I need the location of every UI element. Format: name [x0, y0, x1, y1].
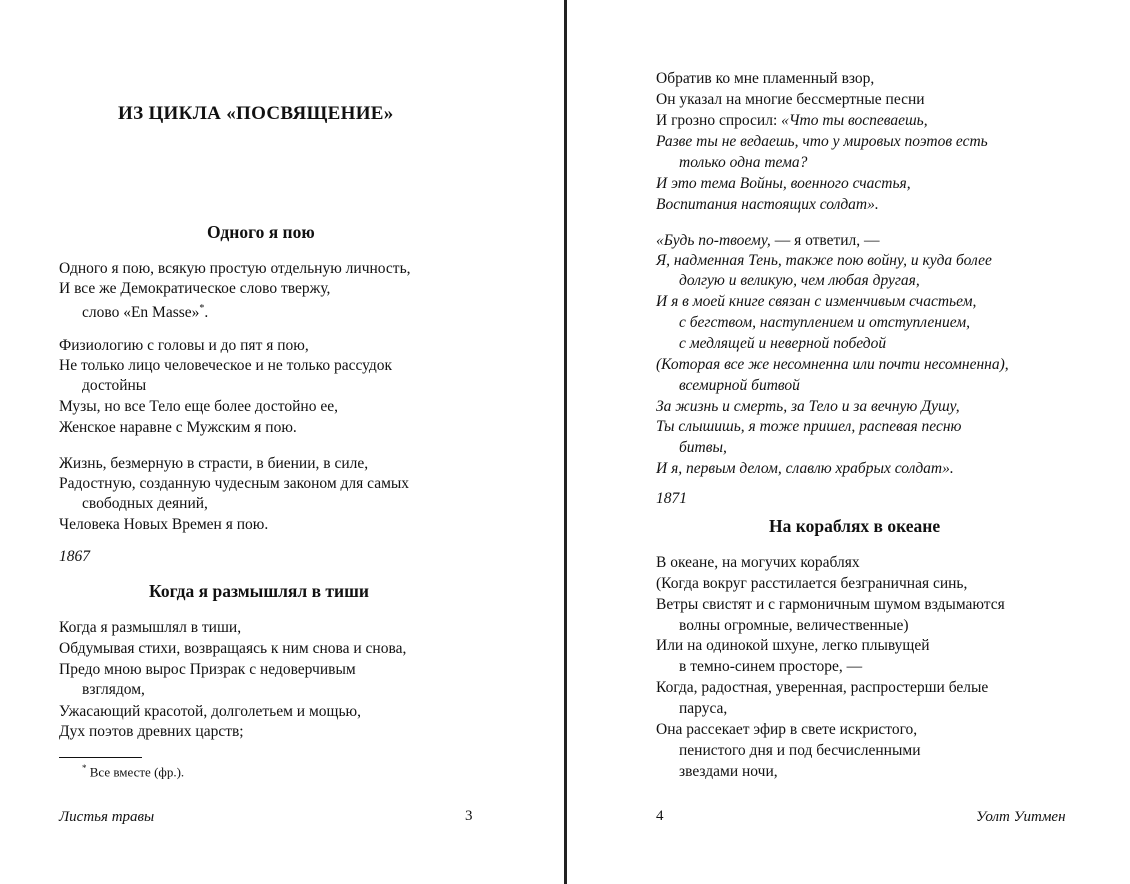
page-number: 4: [656, 808, 664, 824]
poem2-year: 1871: [656, 490, 687, 507]
poem2-line: И я, первым делом, славлю храбрых солдат».: [656, 460, 954, 477]
line-part-italic: «Будь по-твоему,: [656, 232, 775, 249]
footnote-text: Все вместе (фр.).: [89, 764, 185, 780]
left-page: [0, 0, 564, 884]
poem2-line: Обдумывая стихи, возвращаясь к ним снова и снова,: [59, 640, 407, 657]
poem1-line: Одного я пою, всякую простую отдельную личность,: [59, 260, 411, 277]
poem1-line: свободных деяний,: [82, 495, 208, 512]
poem2-line: всемирной битвой: [679, 377, 800, 394]
poem2-line: взглядом,: [82, 681, 145, 698]
poem3-line: Когда, радостная, уверенная, распростерши белые: [656, 679, 989, 696]
poem1-line: Музы, но все Тело еще более достойно ее,: [59, 398, 338, 415]
poem1-line: Жизнь, безмерную в страсти, в биении, в силе,: [59, 455, 369, 472]
poem2-line: Ты слышишь, я тоже пришел, распевая песню: [656, 418, 962, 435]
poem3-line: в темно-синем просторе, —: [679, 658, 863, 675]
poem2-line: И это тема Войны, военного счастья,: [656, 175, 911, 192]
poem2-line: битвы,: [679, 439, 727, 456]
poem2-line: Дух поэтов древних царств;: [59, 723, 244, 740]
period: .: [204, 304, 209, 322]
poem2-line: только одна тема?: [679, 154, 808, 171]
poem2-line: с бегством, наступлением и отступлением,: [679, 314, 970, 331]
poem2-line: Разве ты не ведаешь, что у мировых поэтов есть: [656, 133, 988, 150]
footer-author: Уолт Уитмен: [976, 809, 1066, 825]
poem3-line: В океане, на могучих кораблях: [656, 554, 860, 571]
poem2-line: Предо мною вырос Призрак с недоверчивым: [59, 661, 356, 678]
poem3-line: Она рассекает эфир в свете искристого,: [656, 721, 918, 738]
poem2-line: Обратив ко мне пламенный взор,: [656, 70, 875, 87]
poem2-line: И я в моей книге связан с изменчивым счастьем,: [656, 293, 977, 310]
page-divider: [564, 0, 567, 884]
en-masse-text: слово «En Masse»: [82, 304, 200, 322]
footnote-rule: [59, 757, 142, 758]
poem3-line: звездами ночи,: [679, 763, 778, 780]
right-page: [568, 0, 1130, 884]
line-part: И грозно спросил:: [656, 112, 782, 129]
poem3-title: На кораблях в океане: [769, 516, 941, 536]
cycle-title: ИЗ ЦИКЛА «ПОСВЯЩЕНИЕ»: [118, 103, 394, 124]
poem1-line: достойны: [82, 377, 147, 394]
poem2-line: Когда я размышлял в тиши,: [59, 619, 242, 636]
footnote-mark: *: [82, 763, 87, 773]
poem2-line: [656, 111, 928, 131]
poem2-line: [656, 231, 880, 251]
poem2-line: Воспитания настоящих солдат».: [656, 196, 879, 213]
poem1-title: Одного я пою: [207, 222, 315, 242]
poem1-line: И все же Демократическое слово твержу,: [59, 280, 331, 297]
poem3-line: пенистого дня и под бесчисленными: [679, 742, 921, 759]
poem3-line: Ветры свистят и с гармоничным шумом вздымаются: [656, 596, 1005, 613]
poem1-line: Радостную, созданную чудесным законом для самых: [59, 475, 410, 492]
poem2-line: Он указал на многие бессмертные песни: [656, 91, 925, 108]
line-part-italic: «Что ты воспеваешь,: [781, 112, 928, 129]
footnote-marker: *: [199, 303, 205, 314]
poem1-line: Человека Новых Времен я пою.: [59, 516, 269, 533]
poem2-title: Когда я размышлял в тиши: [149, 581, 369, 601]
poem2-line: с медлящей и неверной победой: [679, 335, 887, 352]
poem1-line: [82, 299, 208, 323]
poem2-line: Ужасающий красотой, долголетьем и мощью,: [59, 703, 361, 720]
poem2-line: Я, надменная Тень, также пою войну, и куда более: [656, 252, 992, 269]
poem2-line: долгую и великую, чем любая другая,: [679, 272, 920, 289]
poem3-line: Или на одинокой шхуне, легко плывущей: [656, 637, 930, 654]
poem1-line: Физиологию с головы и до пят я пою,: [59, 337, 309, 354]
footer-book-title: Листья травы: [59, 809, 155, 825]
poem3-line: паруса,: [679, 700, 728, 717]
poem1-year: 1867: [59, 548, 90, 565]
poem2-line: За жизнь и смерть, за Тело и за вечную Душу,: [656, 398, 960, 415]
footnote: [82, 763, 184, 780]
line-part: — я ответил, —: [774, 232, 880, 249]
page-number: 3: [465, 808, 473, 824]
poem1-line: Не только лицо человеческое и не только рассудок: [59, 357, 393, 374]
poem3-line: волны огромные, величественные): [679, 617, 909, 634]
poem2-line: (Которая все же несомненна или почти несомненна),: [656, 356, 1009, 373]
poem1-line: Женское наравне с Мужским я пою.: [59, 419, 297, 436]
poem3-line: (Когда вокруг расстилается безграничная синь,: [656, 575, 968, 592]
